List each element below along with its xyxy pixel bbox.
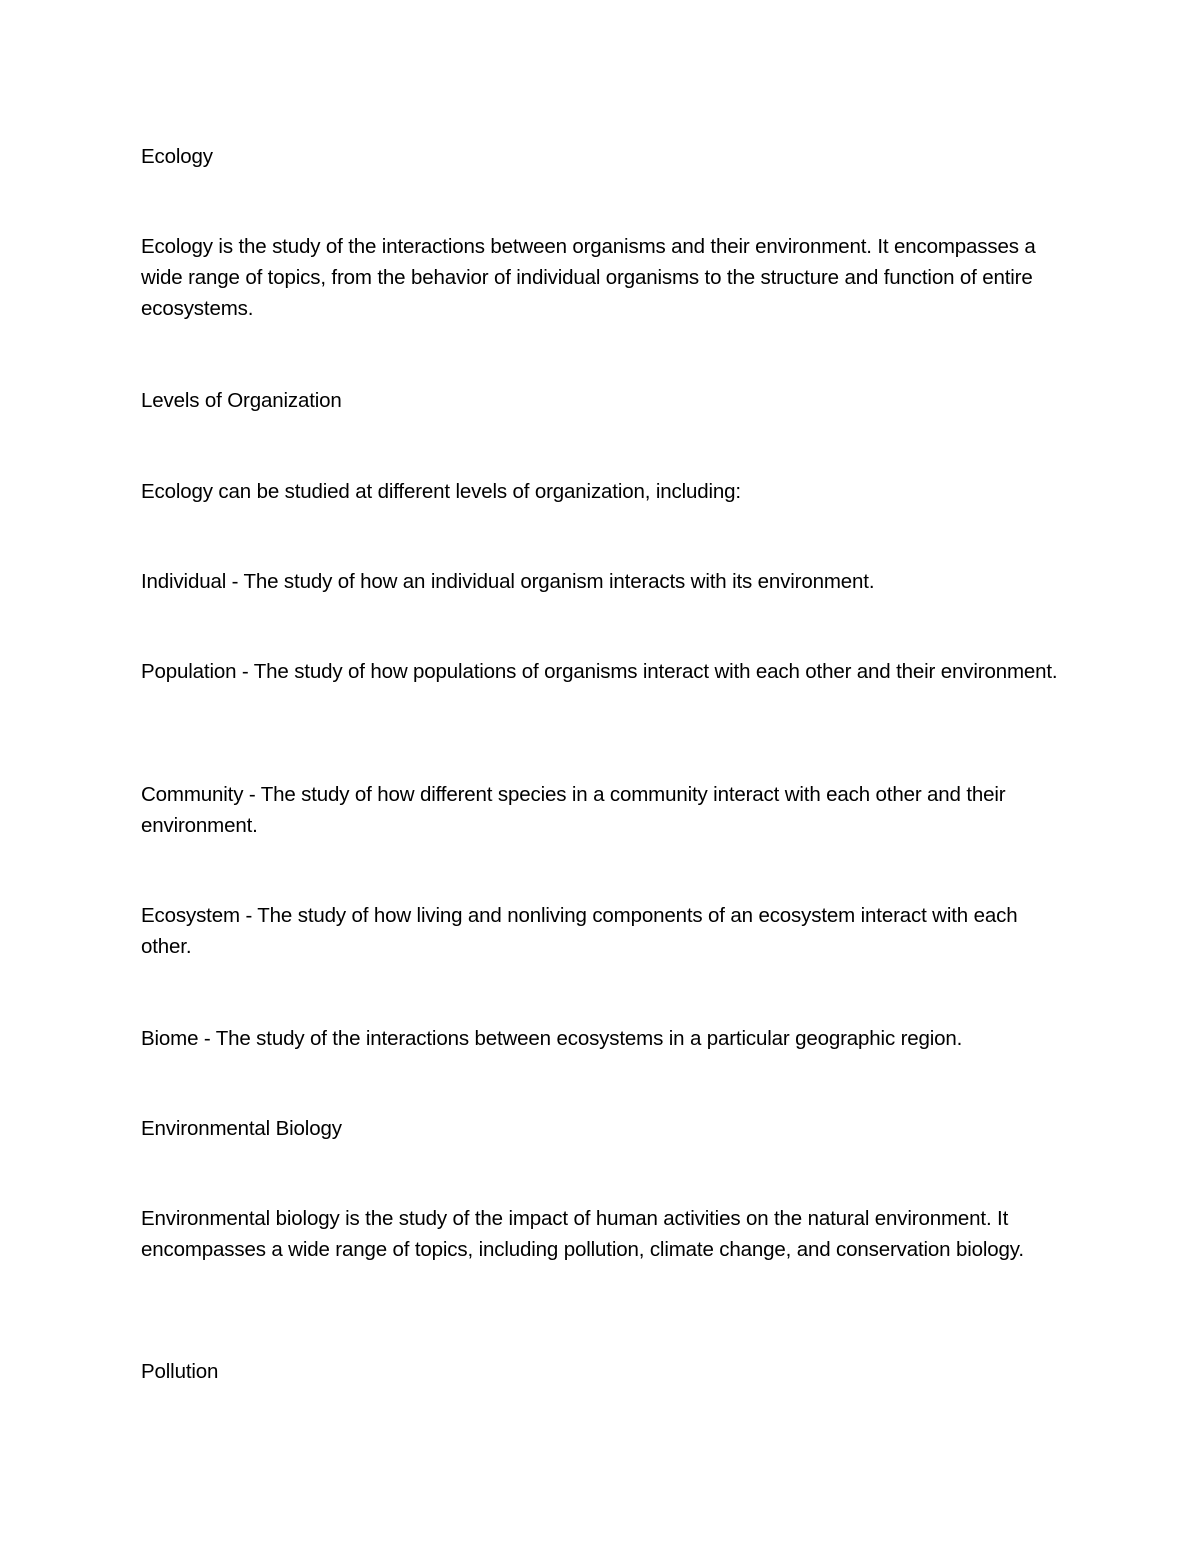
heading-environmental-biology: Environmental Biology [141, 1117, 342, 1140]
paragraph-community: Community - The study of how different species in a community interact with each other and their environment. [141, 783, 1006, 837]
paragraph-environmental-biology: Environmental biology is the study of the impact of human activities on the natural environment. It encompasses a wide range of topics, including pollution, climate change, and conservation biology. [141, 1207, 1024, 1261]
heading-pollution: Pollution [141, 1360, 219, 1383]
paragraph-population: Population - The study of how populations of organisms interact with each other and their environment. [141, 660, 1058, 683]
paragraph-ecology-intro: Ecology is the study of the interactions between organisms and their environment. It encompasses a wide range of topics, from the behavior of individual organisms to the structure and function of entire ecosystems. [141, 235, 1036, 320]
paragraph-individual: Individual - The study of how an individual organism interacts with its environment. [141, 570, 875, 593]
heading-levels-of-organization: Levels of Organization [141, 389, 342, 412]
paragraph-biome: Biome - The study of the interactions between ecosystems in a particular geographic region. [141, 1027, 963, 1050]
paragraph-levels-intro: Ecology can be studied at different levels of organization, including: [141, 480, 741, 503]
heading-ecology: Ecology [141, 145, 213, 168]
paragraph-ecosystem: Ecosystem - The study of how living and nonliving components of an ecosystem interact with each other. [141, 904, 1018, 958]
